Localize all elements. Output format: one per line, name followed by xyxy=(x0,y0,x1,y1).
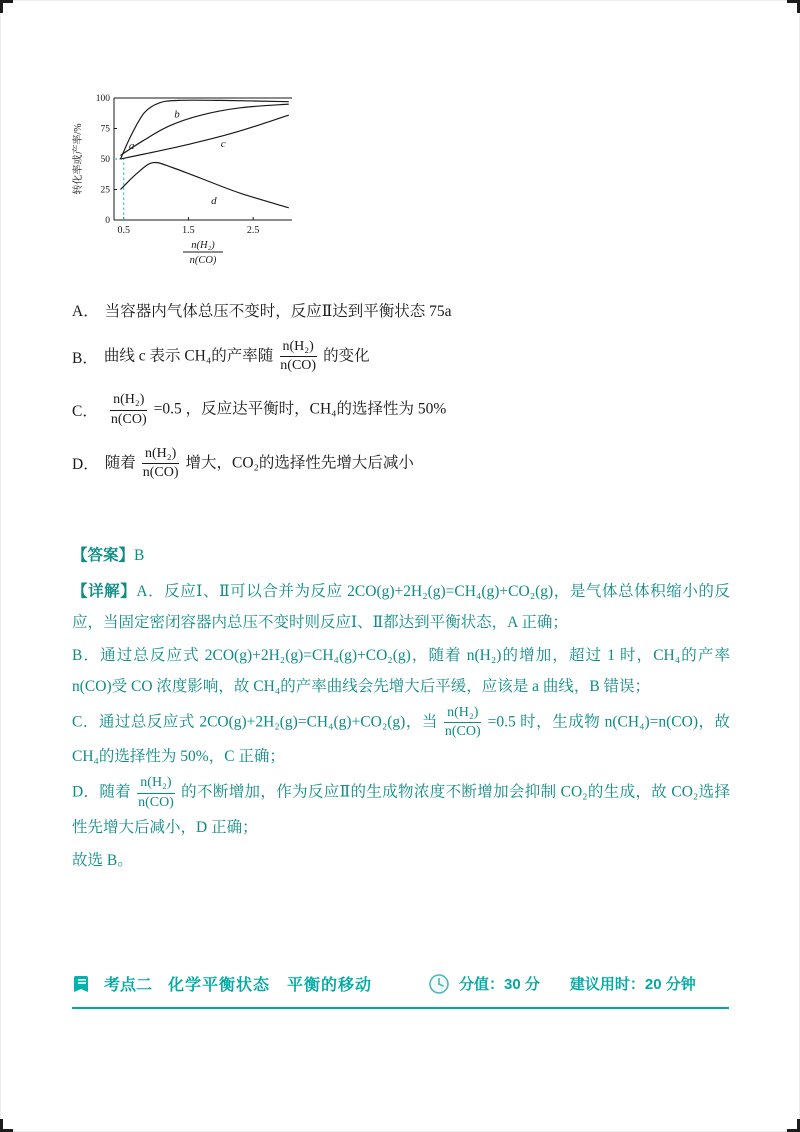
svg-text:n(H₂): n(H₂) xyxy=(191,240,215,251)
svg-text:0.5: 0.5 xyxy=(117,225,130,236)
corner-mark xyxy=(0,1119,13,1132)
option-A xyxy=(72,298,730,322)
option-D xyxy=(72,445,730,482)
fraction: $\frac{\text{n(H₂)}}{n(CO)}$ xyxy=(142,445,179,480)
option-label: B． xyxy=(72,349,98,367)
corner-mark xyxy=(787,1119,800,1132)
exam-point-label: 考点二 xyxy=(104,977,153,994)
explanation-conclusion: 故选 B。 xyxy=(72,851,133,869)
score-text: 分值：30 分 xyxy=(459,976,540,993)
explanation-paragraph-d: D．随着 $\frac{\text{n(H₂)}}{n(CO)}$ 的不断增加，作为反应Ⅱ的生成物浓度不断增加会抑制 CO₂的生成，故 CO₂选择性先增大后减小，D 正确； xyxy=(72,775,730,836)
conversion-rate-chart xyxy=(70,86,310,281)
footer-bar xyxy=(72,972,729,1009)
svg-text:75: 75 xyxy=(100,124,110,135)
bookmark-icon xyxy=(72,974,92,994)
option-text: 随着 $\frac{\text{n(H₂)}}{n(CO)}$ 增大，CO₂的选择性先增大后减小 xyxy=(105,445,414,482)
svg-text:c: c xyxy=(220,137,226,150)
svg-text:b: b xyxy=(174,108,180,121)
svg-text:50: 50 xyxy=(100,155,110,166)
option-B xyxy=(72,338,730,375)
svg-text:n(CO): n(CO) xyxy=(189,255,217,266)
explanation-paragraph-c: C．通过总反应式 2CO(g)+2H₂(g)=CH₄(g)+CO₂(g)，当 $\frac{\text{n(H₂)}}{n(CO)}$ =0.5 时，生成物 n(CH₄)=n(CO)，故 CH₄的选择性为 50%，C 正确； xyxy=(72,705,731,766)
option-C xyxy=(72,391,730,428)
svg-text:转化率或产率/%: 转化率或产率/% xyxy=(73,123,84,195)
svg-text:100: 100 xyxy=(95,94,110,105)
fraction: $\frac{\text{n(H₂)}}{n(CO)}$ xyxy=(280,339,317,374)
option-text: $\frac{\text{n(H₂)}}{n(CO)}$ =0.5 ，反应达平衡时，CH₄的选择性为 50% xyxy=(104,391,447,428)
fraction: $\frac{\text{n(H₂)}}{n(CO)}$ xyxy=(444,705,481,740)
answer-line: 【答案】B xyxy=(72,547,145,564)
option-label: A． xyxy=(72,303,99,320)
fraction: $\frac{\text{n(H₂)}}{n(CO)}$ xyxy=(138,775,174,810)
option-text: 曲线 c 表示 CH₄的产率随 $\frac{\text{n(H₂)}}{n(CO)}$ 的变化 xyxy=(104,338,370,375)
svg-text:d: d xyxy=(211,195,217,208)
clock-icon xyxy=(428,973,450,995)
options-list xyxy=(72,298,730,498)
option-label: C． xyxy=(72,403,98,421)
svg-text:a: a xyxy=(128,140,135,153)
option-text: 当容器内气体总压不变时，反应Ⅱ达到平衡状态 75a xyxy=(104,303,452,320)
conversion-chart-figure xyxy=(70,86,310,281)
fraction: $\frac{\text{n(H₂)}}{n(CO)}$ xyxy=(110,392,147,427)
explanation xyxy=(72,576,730,878)
svg-text:25: 25 xyxy=(100,185,110,196)
svg-text:1.5: 1.5 xyxy=(182,225,195,236)
svg-text:2.5: 2.5 xyxy=(246,225,260,236)
exam-point-title: 化学平衡状态 平衡的移动 xyxy=(168,977,373,994)
explanation-paragraph-b: B．通过总反应式 2CO(g)+2H₂(g)=CH₄(g)+CO₂(g)，随着 n(H₂)的增加，超过 1 时，CH₄的产率 n(CO)受 CO 浓度影响，故 CH₄的产率曲线会先增大后平缓，应该是 a 曲线，B 错误； xyxy=(72,647,730,695)
option-label: D． xyxy=(72,456,99,474)
corner-mark xyxy=(0,0,13,13)
svg-text:0: 0 xyxy=(105,216,110,227)
time-text: 建议用时：20 分钟 xyxy=(569,976,696,993)
explanation-paragraph-a: 【详解】A．反应Ⅰ、Ⅱ可以合并为反应 2CO(g)+2H₂(g)=CH₄(g)+CO₂(g)，是气体总体积缩小的反应，当固定密闭容器内总压不变时则反应Ⅰ、Ⅱ都达到平衡状态，A 正确； xyxy=(72,583,730,631)
corner-mark xyxy=(787,0,800,13)
